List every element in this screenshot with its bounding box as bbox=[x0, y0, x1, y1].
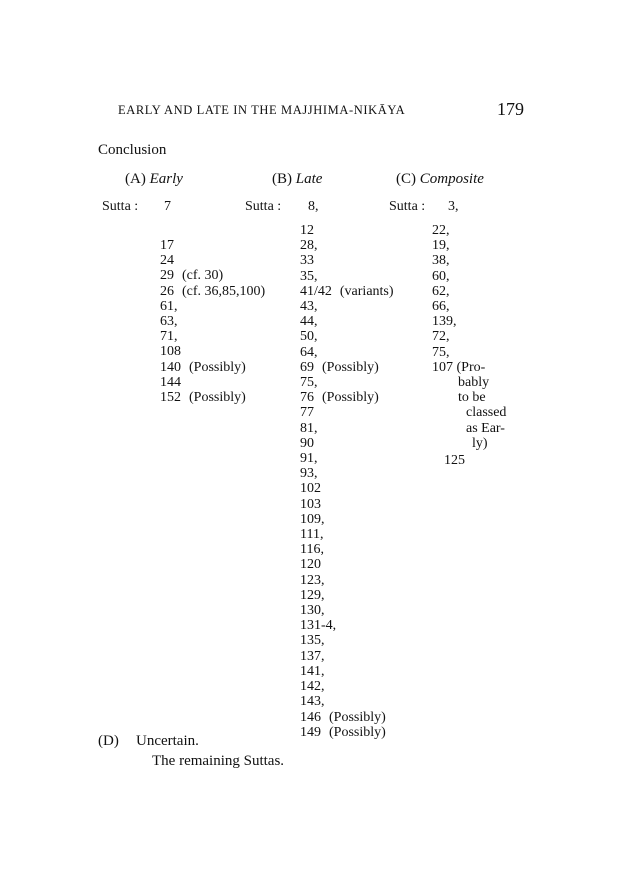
list-item: as Ear- bbox=[466, 420, 505, 436]
list-item bbox=[300, 679, 394, 694]
list-item bbox=[160, 344, 265, 359]
column-heading-composite bbox=[396, 171, 484, 188]
sutta-number: 111, bbox=[300, 527, 324, 543]
sutta-note: (cf. 36,85,100) bbox=[182, 283, 266, 299]
sutta-number: 41/42 bbox=[300, 283, 332, 299]
list-item bbox=[300, 603, 394, 618]
list-item bbox=[300, 223, 394, 238]
sutta-number: 81, bbox=[300, 420, 318, 436]
list-item bbox=[300, 451, 394, 466]
sutta-note: (Possibly) bbox=[329, 709, 386, 725]
sutta-number: 123, bbox=[300, 572, 325, 588]
list-item bbox=[300, 497, 394, 512]
list-item bbox=[160, 253, 265, 268]
sutta-number: 129, bbox=[300, 587, 325, 603]
list-item bbox=[300, 345, 394, 360]
sutta-number: 69 bbox=[300, 359, 314, 375]
sutta-note: (cf. 30) bbox=[182, 268, 224, 284]
list-item bbox=[300, 284, 394, 299]
sutta-number: 102 bbox=[300, 481, 321, 497]
list-item bbox=[300, 390, 394, 405]
first-value-composite: 3, bbox=[448, 199, 459, 214]
list-item bbox=[300, 253, 394, 268]
uncertain-text: Uncertain. bbox=[136, 733, 199, 749]
sutta-number: 50, bbox=[300, 329, 318, 345]
early-sutta-list bbox=[160, 238, 265, 405]
list-item bbox=[300, 694, 394, 709]
late-sutta-list bbox=[300, 223, 394, 740]
list-item: 60, bbox=[432, 268, 450, 284]
list-item: 139, bbox=[432, 314, 457, 330]
sutta-number: 135, bbox=[300, 633, 325, 649]
list-item bbox=[300, 329, 394, 344]
running-header-title: EARLY AND LATE IN THE MAJJHIMA-NIKĀYA bbox=[118, 103, 406, 117]
list-item bbox=[300, 649, 394, 664]
sutta-label-composite: Sutta : bbox=[389, 199, 426, 214]
column-label: Early bbox=[149, 171, 183, 187]
list-item bbox=[160, 238, 265, 253]
list-item bbox=[300, 299, 394, 314]
sutta-number: 131-4, bbox=[300, 618, 337, 634]
list-item bbox=[300, 527, 394, 542]
sutta-number: 29 bbox=[160, 268, 174, 284]
sutta-number: 76 bbox=[300, 390, 314, 406]
list-item bbox=[300, 481, 394, 496]
list-item bbox=[160, 268, 265, 283]
uncertain-label: (D) bbox=[98, 733, 119, 749]
list-item bbox=[300, 664, 394, 679]
column-heading-early bbox=[125, 171, 183, 188]
sutta-number: 33 bbox=[300, 253, 314, 269]
list-item: 72, bbox=[432, 329, 450, 345]
column-prefix: (A) bbox=[125, 171, 146, 187]
list-item bbox=[160, 314, 265, 329]
list-item bbox=[300, 269, 394, 284]
list-item bbox=[160, 329, 265, 344]
list-item bbox=[300, 238, 394, 253]
column-label: Composite bbox=[419, 171, 484, 187]
sutta-number: 109, bbox=[300, 511, 325, 527]
sutta-number: 28, bbox=[300, 238, 318, 254]
sutta-label-late: Sutta : bbox=[245, 199, 282, 214]
list-item bbox=[300, 421, 394, 436]
list-item: 62, bbox=[432, 283, 450, 299]
sutta-number: 93, bbox=[300, 466, 318, 482]
sutta-number: 64, bbox=[300, 344, 318, 360]
list-item bbox=[300, 710, 394, 725]
column-prefix: (C) bbox=[396, 171, 416, 187]
sutta-number: 120 bbox=[300, 557, 321, 573]
list-item bbox=[160, 360, 265, 375]
sutta-note: (Possibly) bbox=[329, 724, 386, 740]
sutta-number: 103 bbox=[300, 496, 321, 512]
sutta-number: 12 bbox=[300, 223, 314, 238]
list-item bbox=[300, 314, 394, 329]
list-item bbox=[160, 284, 265, 299]
sutta-note: (Possibly) bbox=[322, 359, 379, 375]
sutta-number: 43, bbox=[300, 299, 318, 315]
list-item: 38, bbox=[432, 253, 450, 269]
list-item: 22, bbox=[432, 223, 450, 238]
list-item: 66, bbox=[432, 299, 450, 315]
first-value-late: 8, bbox=[308, 199, 319, 214]
list-item bbox=[300, 633, 394, 648]
sutta-label-early: Sutta : bbox=[102, 199, 139, 214]
list-item: 107 (Pro- bbox=[432, 359, 486, 375]
list-item bbox=[300, 557, 394, 572]
sutta-number: 63, bbox=[160, 314, 178, 330]
sutta-number: 140 bbox=[160, 359, 181, 375]
composite-sutta-list bbox=[432, 223, 506, 468]
sutta-number: 17 bbox=[160, 238, 174, 253]
uncertain-subtext: The remaining Suttas. bbox=[152, 753, 285, 769]
list-item: to be bbox=[458, 390, 486, 406]
list-item bbox=[160, 390, 265, 405]
first-value-early: 7 bbox=[164, 199, 171, 214]
sutta-number: 144 bbox=[160, 374, 181, 390]
list-item bbox=[160, 375, 265, 390]
list-item: ly) bbox=[472, 435, 488, 451]
list-item bbox=[300, 466, 394, 481]
sutta-number: 149 bbox=[300, 724, 321, 740]
sutta-number: 77 bbox=[300, 405, 314, 421]
sutta-number: 26 bbox=[160, 283, 174, 299]
section-heading: Conclusion bbox=[98, 142, 167, 158]
sutta-number: 24 bbox=[160, 253, 174, 269]
sutta-number: 130, bbox=[300, 603, 325, 619]
list-item bbox=[300, 360, 394, 375]
sutta-number: 152 bbox=[160, 390, 181, 406]
list-item bbox=[300, 436, 394, 451]
sutta-note: (Possibly) bbox=[189, 359, 246, 375]
sutta-number: 142, bbox=[300, 679, 325, 695]
sutta-number: 35, bbox=[300, 268, 318, 284]
sutta-number: 61, bbox=[160, 298, 178, 314]
list-item bbox=[300, 405, 394, 420]
column-label: Late bbox=[295, 171, 323, 187]
sutta-note: (Possibly) bbox=[189, 390, 246, 406]
column-heading-late bbox=[272, 171, 322, 188]
list-item bbox=[300, 542, 394, 557]
list-item bbox=[300, 588, 394, 603]
sutta-number: 44, bbox=[300, 314, 318, 330]
sutta-number: 75, bbox=[300, 375, 318, 391]
sutta-number: 143, bbox=[300, 694, 325, 710]
list-item: bably bbox=[458, 375, 490, 391]
list-item: classed bbox=[466, 405, 507, 421]
sutta-number: 108 bbox=[160, 344, 181, 360]
list-item: 75, bbox=[432, 344, 450, 360]
list-item bbox=[300, 618, 394, 633]
sutta-note: (Possibly) bbox=[322, 390, 379, 406]
list-item bbox=[300, 725, 394, 740]
sutta-number: 71, bbox=[160, 329, 178, 345]
list-item bbox=[300, 573, 394, 588]
column-prefix: (B) bbox=[272, 171, 292, 187]
list-item: 125 bbox=[444, 453, 465, 469]
page-number: 179 bbox=[497, 99, 524, 119]
sutta-number: 137, bbox=[300, 648, 325, 664]
sutta-number: 141, bbox=[300, 663, 325, 679]
list-item bbox=[300, 512, 394, 527]
sutta-number: 91, bbox=[300, 451, 318, 467]
sutta-number: 116, bbox=[300, 542, 324, 558]
list-item: 19, bbox=[432, 238, 450, 254]
sutta-note: (variants) bbox=[339, 283, 394, 299]
sutta-number: 90 bbox=[300, 435, 314, 451]
list-item bbox=[160, 299, 265, 314]
list-item bbox=[300, 375, 394, 390]
sutta-number: 146 bbox=[300, 709, 321, 725]
